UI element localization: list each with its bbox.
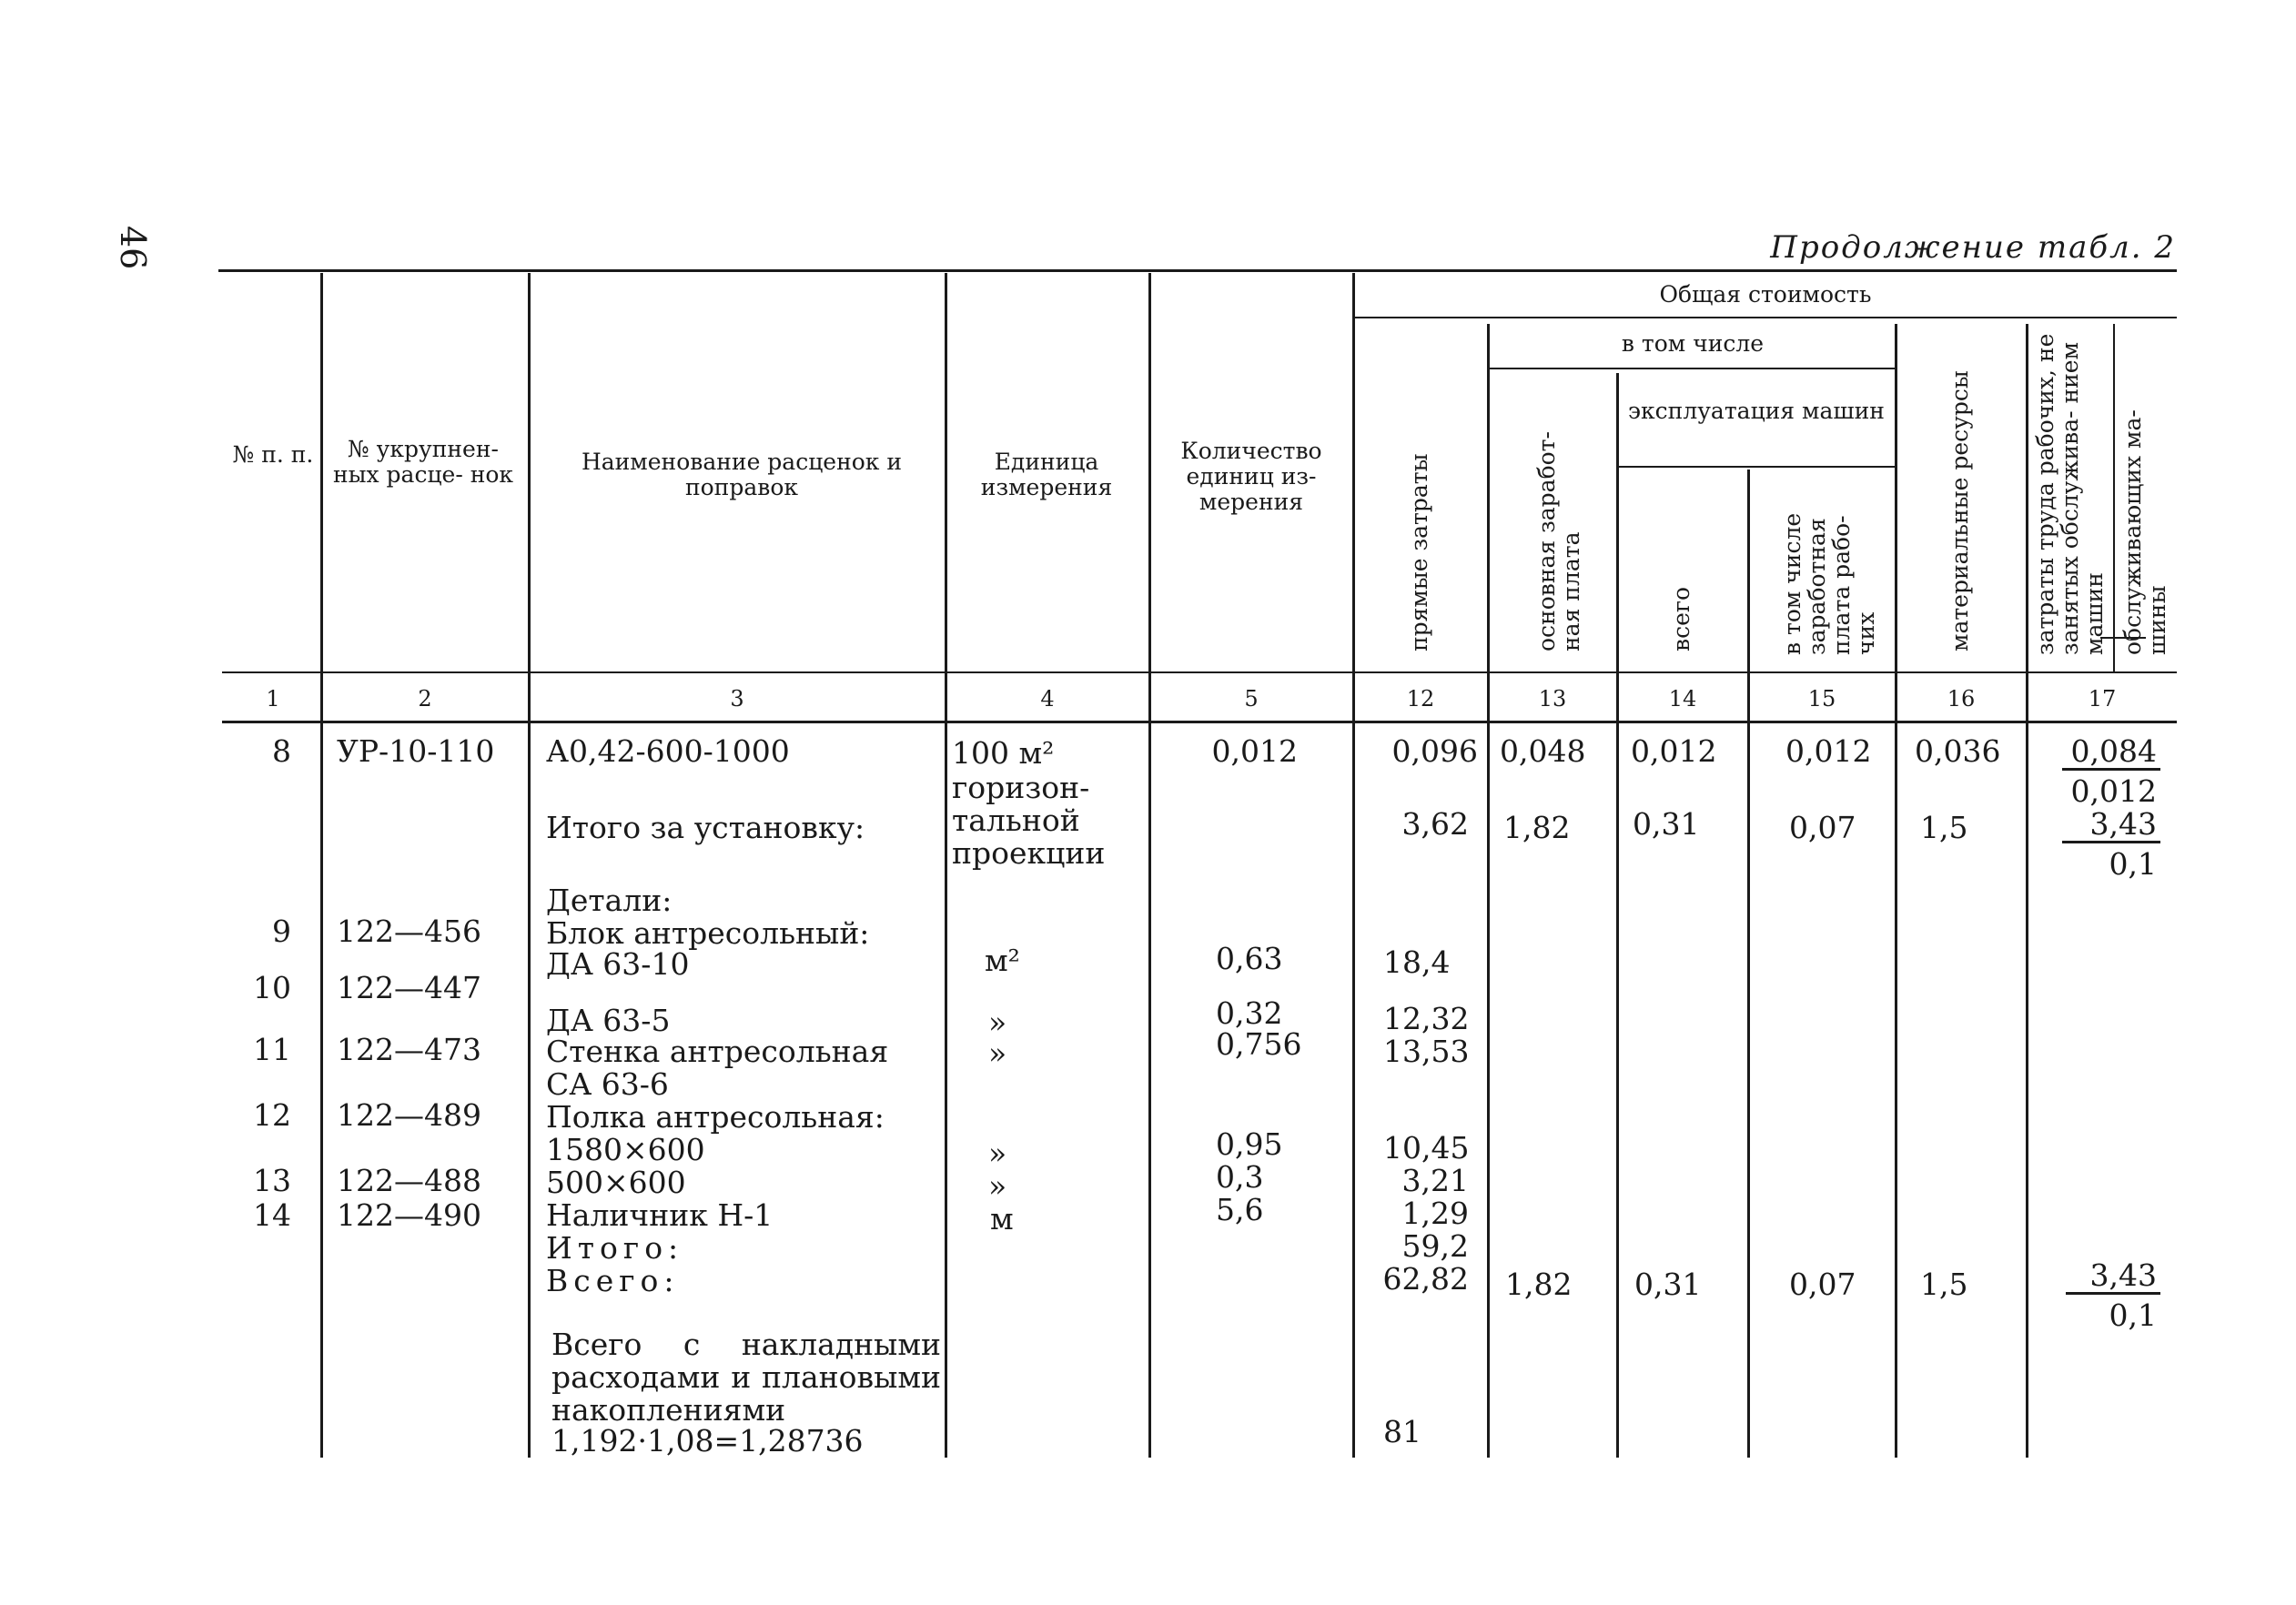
- row8-unit2: горизон-: [952, 770, 1090, 805]
- block-label: Блок антресольный:: [546, 915, 870, 951]
- header-col17a: затраты труда рабочих, не занятых обслужива- нием машин: [2032, 333, 2108, 655]
- colnum-3: 3: [730, 686, 744, 712]
- row8-c15: 0,012: [1785, 733, 1872, 769]
- overhead-word2: с: [683, 1327, 701, 1362]
- row11-qty: 0,756: [1216, 1026, 1302, 1062]
- header-col4: Единица измерения: [980, 449, 1113, 500]
- colnum-14: 14: [1668, 686, 1697, 712]
- row10-unit: »: [988, 1004, 1007, 1040]
- row14-name: Наличник Н-1: [546, 1197, 774, 1233]
- row14-code: 122—490: [337, 1197, 481, 1233]
- row11-n: 11: [253, 1032, 291, 1067]
- header-col5: Количество единиц из- мерения: [1180, 438, 1322, 515]
- header-total-cost: Общая стоимость: [1659, 281, 1872, 308]
- colnum-16: 16: [1947, 686, 1976, 712]
- vline-5: [1352, 273, 1355, 1458]
- total-c14: 0,31: [1634, 1267, 1702, 1302]
- row12-qty: 0,95: [1216, 1126, 1283, 1162]
- row10-code: 122—447: [337, 970, 481, 1005]
- top-rule: [218, 269, 2177, 272]
- row14-n: 14: [253, 1197, 291, 1233]
- row8-c14: 0,012: [1631, 733, 1717, 769]
- rule-total-cost: [1354, 317, 2177, 318]
- colnum-12: 12: [1406, 686, 1435, 712]
- total-c16: 1,5: [1920, 1267, 1968, 1302]
- row9-unit: м²: [985, 943, 1020, 978]
- row8-unit3: тальной: [952, 802, 1080, 838]
- install-total-c14: 0,31: [1633, 806, 1700, 842]
- rule-machines: [1618, 466, 1895, 468]
- row9-qty: 0,63: [1216, 941, 1283, 976]
- row8-code: УР-10-110: [337, 733, 495, 769]
- header-col13: основная заработ- ная плата: [1533, 431, 1584, 651]
- total-c13: 1,82: [1505, 1267, 1573, 1302]
- vline-10: [2026, 324, 2028, 1458]
- total-c17b: 0,1: [2109, 1297, 2157, 1333]
- row11-name: Стенка антресольная: [546, 1034, 889, 1069]
- row8-c17a: 0,084: [2062, 735, 2160, 771]
- install-total-c15: 0,07: [1789, 810, 1856, 845]
- row10-n: 10: [253, 970, 291, 1005]
- overhead-line4: 1,192·1,08=1,28736: [551, 1423, 864, 1459]
- row11-name2: СА 63-6: [546, 1066, 669, 1102]
- row9-c12: 18,4: [1383, 944, 1451, 980]
- install-total-c12: 3,62: [1401, 806, 1469, 842]
- row13-unit: »: [988, 1168, 1007, 1204]
- install-total-c13: 1,82: [1503, 810, 1571, 845]
- row12-n: 12: [253, 1097, 291, 1133]
- overhead-word3: накладными: [741, 1327, 941, 1362]
- install-total-c17b: 0,1: [2109, 846, 2157, 882]
- vline-7: [1616, 373, 1619, 1458]
- vline-9: [1895, 324, 1897, 1458]
- row12-unit: »: [988, 1136, 1007, 1171]
- row13-name: 500×600: [546, 1165, 686, 1200]
- colnum-13: 13: [1538, 686, 1567, 712]
- header-col17b: обслуживающих ма- шины: [2119, 409, 2170, 655]
- row10-c12: 12,32: [1383, 1001, 1470, 1036]
- row12-name: 1580×600: [546, 1132, 705, 1167]
- colnum-4: 4: [1040, 686, 1055, 712]
- row13-qty: 0,3: [1216, 1159, 1264, 1195]
- header-col1: № п. п.: [232, 441, 314, 468]
- page-number: 46: [113, 226, 153, 270]
- row11-c12: 13,53: [1383, 1034, 1470, 1069]
- row10-name: ДА 63-5: [546, 1003, 671, 1038]
- vline-3: [945, 273, 947, 1458]
- vline-6: [1487, 324, 1490, 1458]
- overhead-c12: 81: [1383, 1414, 1421, 1449]
- row12-c12: 10,45: [1383, 1130, 1470, 1166]
- overhead-word1: Всего: [551, 1327, 642, 1362]
- shelf-label: Полка антресольная:: [546, 1099, 885, 1135]
- row13-code: 122—488: [337, 1163, 481, 1198]
- colnum-17: 17: [2088, 686, 2117, 712]
- header-col3: Наименование расценок и поправок: [581, 449, 903, 500]
- rule-header-bottom: [222, 671, 2177, 673]
- colnum-15: 15: [1807, 686, 1836, 712]
- row9-name: ДА 63-10: [546, 946, 690, 982]
- total-label: Всего:: [546, 1263, 680, 1298]
- header-col15: в том числе заработная плата рабо- чих: [1779, 512, 1879, 655]
- row9-code: 122—456: [337, 914, 481, 949]
- row14-qty: 5,6: [1216, 1192, 1264, 1227]
- header-col16: материальные ресурсы: [1947, 370, 1973, 651]
- row12-code: 122—489: [337, 1097, 481, 1133]
- header-col12: прямые затраты: [1406, 453, 1432, 651]
- subtotal-label: Итого:: [546, 1230, 684, 1266]
- vline-4: [1148, 273, 1151, 1458]
- colnum-2: 2: [418, 686, 432, 712]
- row14-unit: м: [990, 1201, 1014, 1237]
- colnum-5: 5: [1244, 686, 1259, 712]
- details-label: Детали:: [546, 883, 673, 918]
- total-c12: 62,82: [1382, 1261, 1469, 1297]
- header-col14: всего: [1668, 586, 1694, 651]
- install-total-c17a: 3,43: [2062, 808, 2160, 843]
- row10-qty: 0,32: [1216, 995, 1283, 1031]
- row8-c16: 0,036: [1915, 733, 2001, 769]
- row8-c12: 0,096: [1391, 733, 1478, 769]
- row9-n: 9: [272, 914, 291, 949]
- row13-c12: 3,21: [1401, 1163, 1469, 1198]
- row8-name: А0,42-600-1000: [546, 733, 790, 769]
- install-total-label: Итого за установку:: [546, 810, 865, 845]
- row8-qty: 0,012: [1211, 733, 1298, 769]
- colnum-1: 1: [266, 686, 280, 712]
- row8-c17b: 0,012: [2070, 773, 2157, 809]
- continuation-caption: Продолжение табл. 2: [1770, 229, 2176, 266]
- header-col2: № укрупнен- ных расце- нок: [332, 436, 514, 488]
- overhead-line2: расходами и плановыми: [551, 1359, 941, 1395]
- vline-2: [528, 273, 531, 1458]
- overhead-line1: [551, 1328, 941, 1361]
- vline-11: [2113, 324, 2115, 671]
- row8-c13: 0,048: [1500, 733, 1586, 769]
- row8-unit1: 100 м²: [952, 735, 1055, 771]
- row14-c12: 1,29: [1401, 1196, 1469, 1231]
- rule-incl: [1489, 368, 1895, 369]
- subtotal-c12: 59,2: [1401, 1228, 1469, 1264]
- row8-unit4: проекции: [952, 835, 1106, 871]
- vline-8: [1747, 469, 1750, 1458]
- install-total-c16: 1,5: [1920, 810, 1968, 845]
- total-c15: 0,07: [1789, 1267, 1856, 1302]
- overhead-line3: накоплениями: [551, 1392, 786, 1428]
- row11-code: 122—473: [337, 1032, 481, 1067]
- header-incl: в том числе: [1621, 330, 1765, 357]
- row13-n: 13: [253, 1163, 291, 1198]
- total-c17a: 3,43: [2066, 1259, 2160, 1295]
- row8-n: 8: [272, 733, 291, 769]
- row11-unit: »: [988, 1035, 1007, 1071]
- vline-1: [320, 273, 323, 1458]
- header-machines: эксплуатация машин: [1628, 398, 1885, 424]
- rule-colnum-bottom: [222, 721, 2177, 723]
